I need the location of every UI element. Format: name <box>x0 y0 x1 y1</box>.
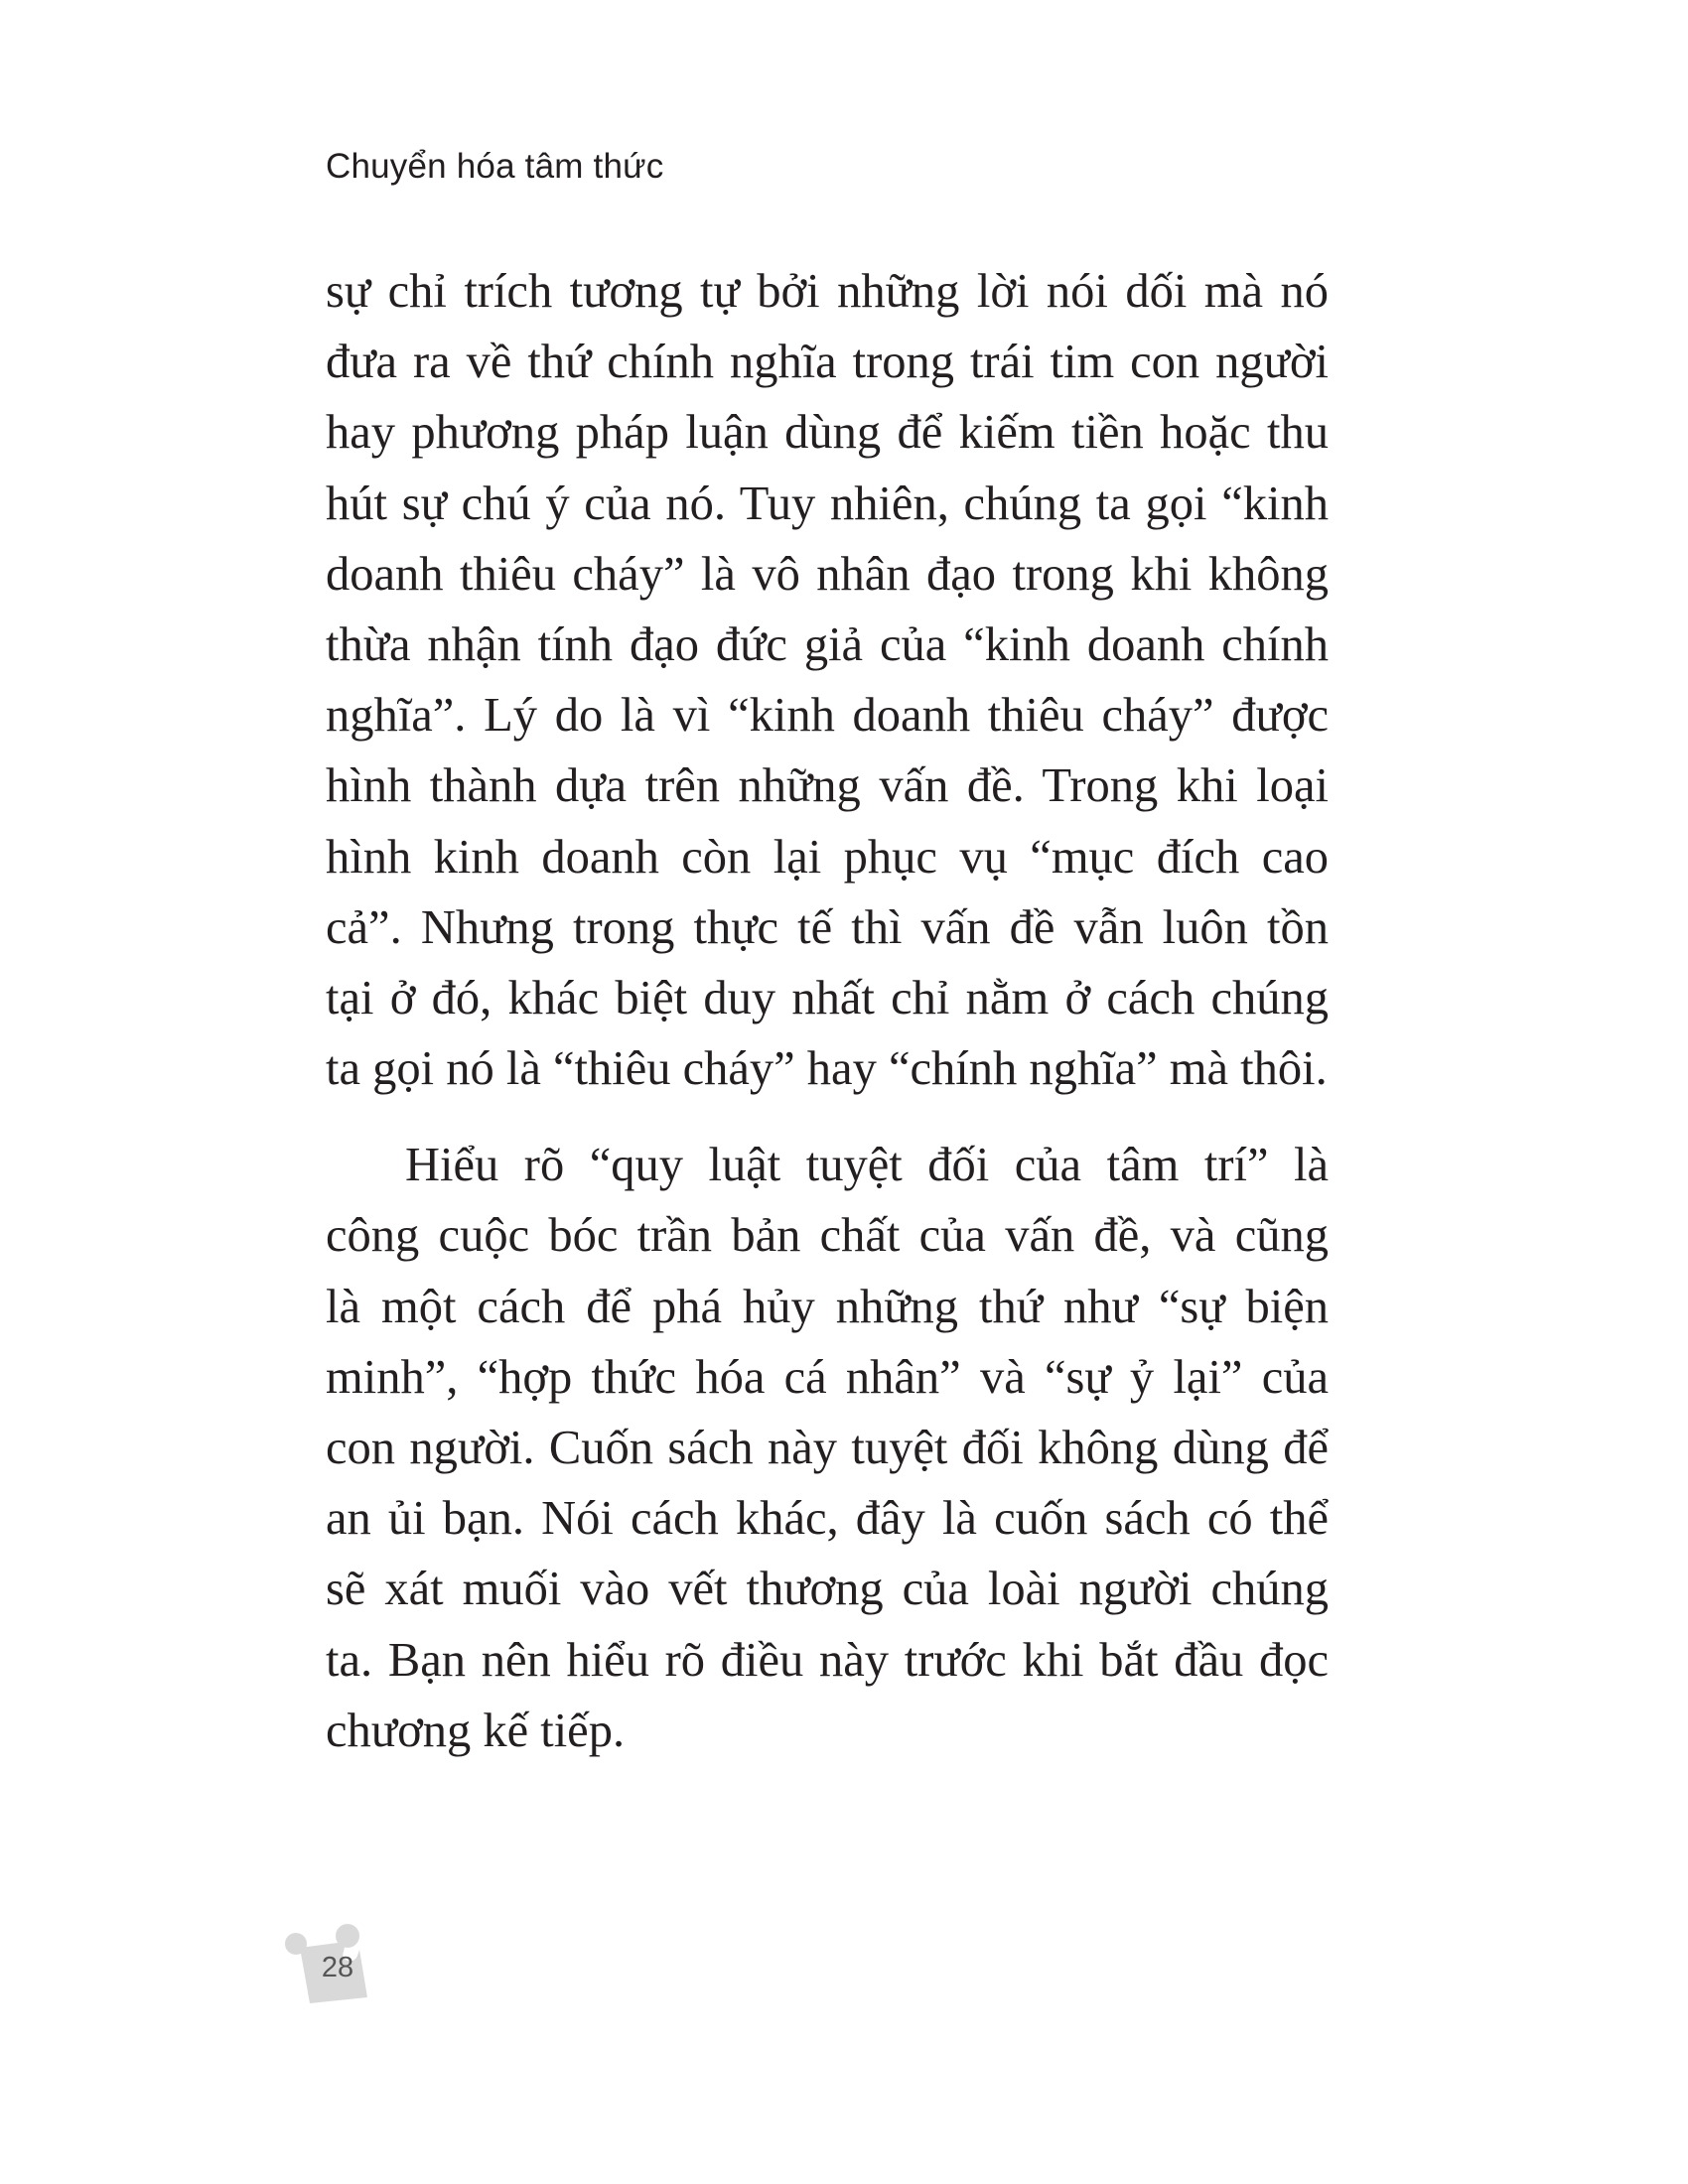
text-line: nghĩa”. Lý do là vì “kinh doanh thiêu cháy” được <box>326 689 1329 743</box>
body-text <box>326 256 1329 1766</box>
text-line: hình thành dựa trên những vấn đề. Trong khi loại <box>326 759 1329 813</box>
text-line: hình kinh doanh còn lại phục vụ “mục đích cao <box>326 830 1329 884</box>
text-line: tại ở đó, khác biệt duy nhất chỉ nằm ở cách chúng <box>326 971 1329 1024</box>
text-line: công cuộc bóc trần bản chất của vấn đề, và cũng <box>326 1209 1329 1263</box>
page-number: 28 <box>321 1952 354 1983</box>
text-line: ta. Bạn nên hiểu rõ điều này trước khi bắt đầu đọc <box>326 1633 1329 1687</box>
text-line: cả”. Nhưng trong thực tế thì vấn đề vẫn luôn tồn <box>326 900 1329 954</box>
text-line: chương kế tiếp. <box>326 1704 626 1757</box>
text-line: Hiểu rõ “quy luật tuyệt đối của tâm trí” là <box>405 1139 1329 1192</box>
text-line: sự chỉ trích tương tự bởi những lời nói dối mà nó <box>326 265 1329 318</box>
text-line: hay phương pháp luận dùng để kiếm tiền hoặc thu <box>326 406 1329 460</box>
paragraph-2 <box>326 1130 1329 1766</box>
text-line: con người. Cuốn sách này tuyệt đối không dùng để <box>326 1422 1329 1474</box>
text-line: sẽ xát muối vào vết thương của loài người chúng <box>326 1563 1329 1616</box>
page-number-badge <box>284 1922 383 2021</box>
text-line: thừa nhận tính đạo đức giả của “kinh doanh chính <box>326 617 1329 671</box>
text-line: an ủi bạn. Nói cách khác, đây là cuốn sách có thể <box>326 1492 1329 1546</box>
running-header: Chuyển hóa tâm thức <box>326 147 664 186</box>
text-line: hút sự chú ý của nó. Tuy nhiên, chúng ta gọi “kinh <box>326 477 1329 530</box>
text-line: doanh thiêu cháy” là vô nhân đạo trong khi không <box>326 547 1329 601</box>
paragraph-1 <box>326 256 1329 1104</box>
text-line: đưa ra về thứ chính nghĩa trong trái tim con người <box>326 336 1329 389</box>
text-line: ta gọi nó là “thiêu cháy” hay “chính nghĩa” mà thôi. <box>326 1042 1328 1096</box>
text-line: minh”, “hợp thức hóa cá nhân” và “sự ỷ lại” của <box>326 1350 1329 1404</box>
paragraph-gap <box>326 1104 1329 1130</box>
text-line: là một cách để phá hủy những thứ như “sự biện <box>326 1280 1329 1333</box>
